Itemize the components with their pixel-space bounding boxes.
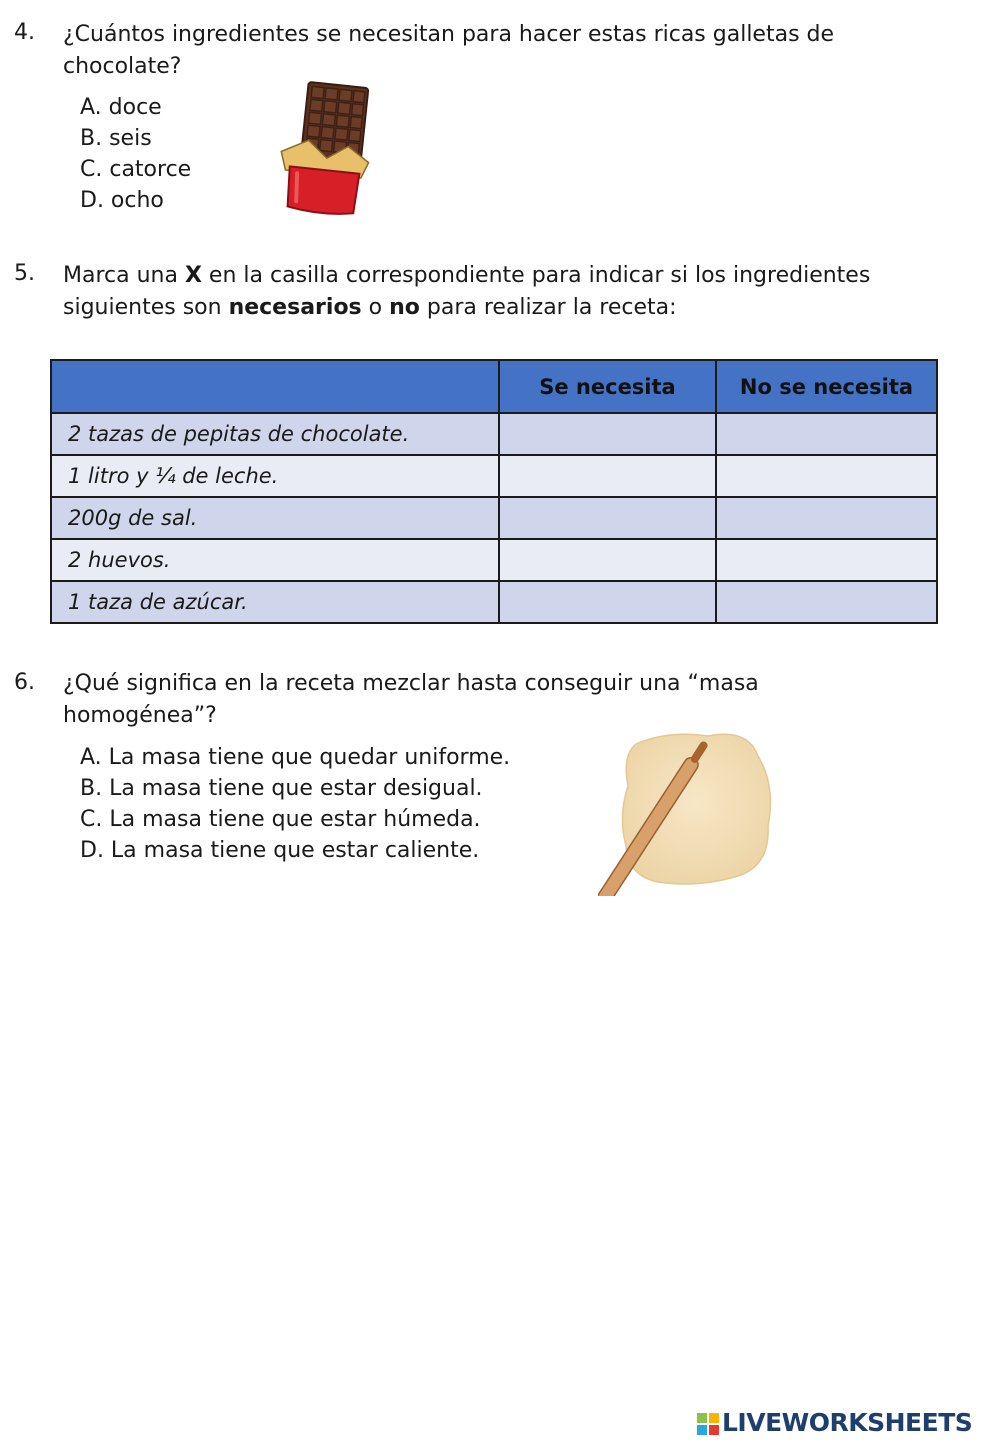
q5-line1-post: en la casilla correspondiente para indicar si los ingredientes [201,263,871,288]
ingredients-table [50,359,938,624]
liveworksheets-brand: LIVEWORKSHEETS [722,1408,973,1437]
liveworksheets-logo [697,1404,972,1442]
q5-line2-post: para realizar la receta: [419,295,677,320]
se-necesita-cell[interactable] [499,497,716,539]
q6-option-d[interactable]: D. La masa tiene que estar caliente. [80,838,480,863]
q5-line2-pre: siguientes son [63,295,229,320]
table-row [51,497,937,539]
q6-number: 6. [14,670,35,695]
ingredient-label: 2 huevos. [51,539,499,581]
q4-option-c[interactable]: C. catorce [80,157,192,182]
q5-number: 5. [14,261,35,286]
ingredient-label: 1 taza de azúcar. [51,581,499,623]
no-se-necesita-cell[interactable] [716,581,937,623]
q4-question-line1: ¿Cuántos ingredientes se necesitan para hacer estas ricas galletas de [63,22,835,47]
q6-option-c[interactable]: C. La masa tiene que estar húmeda. [80,807,481,832]
table-row [51,581,937,623]
no-se-necesita-cell[interactable] [716,455,937,497]
q4-option-d[interactable]: D. ocho [80,188,164,213]
q5-line1-pre: Marca una [63,263,185,288]
q4-option-b[interactable]: B. seis [80,126,152,151]
q6-question-line2: homogénea”? [63,703,217,728]
q5-line1-x: X [184,263,202,288]
table-header-no-se-necesita: No se necesita [716,360,937,413]
se-necesita-cell[interactable] [499,539,716,581]
liveworksheets-icon [697,1413,719,1435]
ingredient-label: 1 litro y ¼ de leche. [51,455,499,497]
table-row [51,539,937,581]
q4-options [80,92,191,216]
q5-question-line2 [63,292,677,324]
q4-question-line2: chocolate? [63,54,182,79]
no-se-necesita-cell[interactable] [716,497,937,539]
table-header-row [51,360,937,413]
se-necesita-cell[interactable] [499,455,716,497]
table-row [51,413,937,455]
q5-line2-no: no [389,295,420,320]
q5-line2-mid: o [361,295,390,320]
ingredient-label: 200g de sal. [51,497,499,539]
q4-option-a[interactable]: A. doce [80,95,162,120]
table-header-ingredient [51,360,499,413]
table-row [51,455,937,497]
q5-question-line1 [63,260,870,292]
no-se-necesita-cell[interactable] [716,413,937,455]
se-necesita-cell[interactable] [499,581,716,623]
dough-rolling-pin-icon [598,726,783,896]
q5-line2-necesarios: necesarios [228,295,362,320]
q6-option-a[interactable]: A. La masa tiene que quedar uniforme. [80,745,511,770]
q6-option-b[interactable]: B. La masa tiene que estar desigual. [80,776,483,801]
no-se-necesita-cell[interactable] [716,539,937,581]
table-header-se-necesita: Se necesita [499,360,716,413]
se-necesita-cell[interactable] [499,413,716,455]
chocolate-bar-icon [278,78,373,216]
q6-question-line1: ¿Qué significa en la receta mezclar hasta conseguir una “masa [63,671,759,696]
q4-number: 4. [14,20,35,45]
ingredient-label: 2 tazas de pepitas de chocolate. [51,413,499,455]
q6-options [80,742,510,866]
